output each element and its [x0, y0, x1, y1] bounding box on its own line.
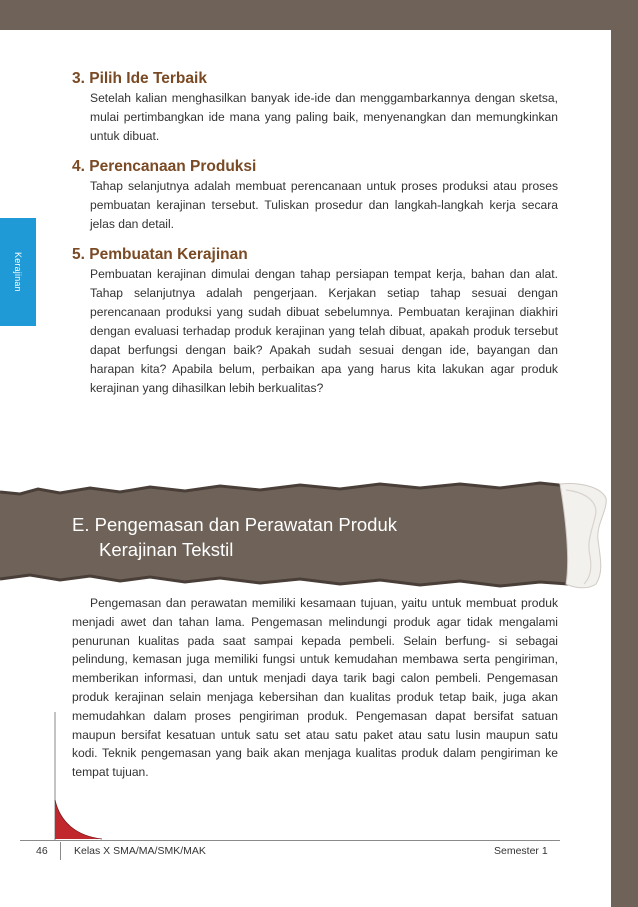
text-line: diakhiri dengan evaluasi terhadap produk kerajinan yang telah dibuat, apakah: [90, 305, 558, 338]
footer-separator: [60, 842, 61, 860]
text-line: si sebagai pelindung, kemasan juga memiliki fungsi untuk kemudahan membawa: [72, 633, 558, 667]
text-line: alat. Tahap selanjutnya adalah pengerjaan. Kerjakan setiap tahap sesuai dengan: [90, 267, 558, 300]
chapter-side-tab-label: Kerajinan: [13, 252, 23, 292]
text-line: memungkinkan untuk dibuat.: [90, 110, 558, 143]
text-line: kerja secara jelas dan detail.: [90, 198, 559, 231]
text-line: Tahap selanjutnya adalah membuat perencanaan untuk proses produksi atau: [90, 179, 517, 193]
chapter-side-tab: [0, 218, 36, 326]
section-3-body: [90, 89, 558, 146]
text-line: produk tetap baik, juga akan memudahkan dalam proses pengiriman produk.: [72, 689, 558, 723]
text-line: Pengemasan dan perawatan memiliki kesamaan tujuan, yaitu untuk membuat: [90, 596, 517, 610]
text-line: proses pembuatan kerajinan tersebut. Tuliskan prosedur dan langkah-langkah: [90, 179, 558, 212]
text-line: satu paket atau satu lusin maupun satu kodi. Teknik pengemasan yang baik akan: [72, 727, 558, 761]
banner-title: [72, 512, 397, 562]
section-5-body: [90, 265, 558, 398]
section-4-body: [90, 177, 558, 234]
text-line: Pengemasan dapat bersifat satuan maupun bersifat kesatuan untuk satu set atau: [72, 708, 558, 742]
banner-title-line1: E. Pengemasan dan Perawatan Produk: [72, 514, 397, 535]
page-number: 46: [36, 845, 48, 857]
text-line: serta pengiriman, memberikan informasi, dan untuk menjadi daya tarik bagi calon: [72, 652, 558, 686]
section-4-title: 4. Perencanaan Produksi: [72, 158, 257, 175]
text-line: perencanaan produksi yang sudah dibuat sebelumnya. Pembuatan kerajinan: [90, 305, 515, 319]
text-line: sketsa, mulai pertimbangkan ide mana yang paling baik, menyenangkan dan: [90, 91, 558, 124]
text-line: lakukan agar produk kerajinan yang dihasilkan lebih berkualitas?: [90, 362, 558, 395]
banner-title-line2: Kerajinan Tekstil: [99, 539, 234, 560]
text-line: mengalami penurunan kualitas pada saat sampai kepada pembeli. Selain berfung-: [72, 614, 558, 648]
text-line: Pembuatan kerajinan dimulai dengan tahap persiapan tempat kerja, bahan dan: [90, 267, 530, 281]
footer-semester: Semester 1: [494, 845, 548, 857]
text-line: Setelah kalian menghasilkan banyak ide-ide dan menggambarkannya dengan: [90, 91, 516, 105]
section-4: [72, 157, 558, 234]
text-line: menjaga kualitas produk dalam pengiriman ke tempat tujuan.: [72, 746, 558, 780]
corner-decoration: [54, 712, 204, 842]
text-line: produk tersebut dapat berfungsi dengan baik? Apakah sudah sesuai dengan: [90, 324, 558, 357]
footer-book-title: Kelas X SMA/MA/SMK/MAK: [74, 845, 206, 857]
section-5-title: 5. Pembuatan Kerajinan: [72, 246, 248, 263]
section-3-title: 3. Pilih Ide Terbaik: [72, 70, 207, 87]
section-3: [72, 69, 558, 146]
section-5: [72, 245, 558, 398]
text-line: pembeli. Pengemasan produk kerajinan selain menjaga kebersihan dan kualitas: [72, 671, 558, 704]
footer-rule: [20, 840, 560, 841]
text-line: ide, bayangan dan harapan kita? Apabila belum, perbaikan apa yang harus kita: [90, 343, 558, 376]
text-line: produk menjadi awet dan tahan lama. Pengemasan melindungi produk agar tidak: [72, 596, 558, 629]
